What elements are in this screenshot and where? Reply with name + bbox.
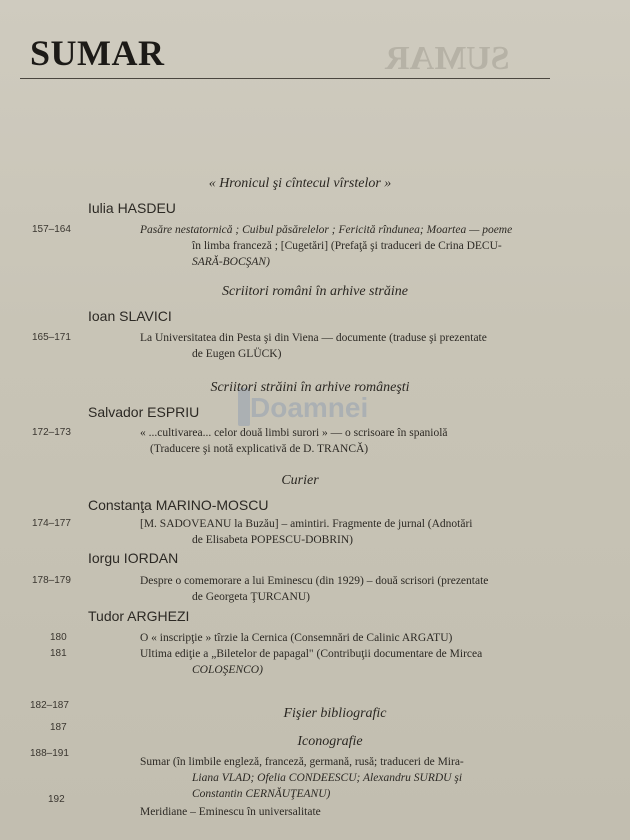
section-heading: Iconografie <box>297 734 363 749</box>
toc-entry: « ...cultivarea... celor două limbi surori » — o scrisoare în spaniolă (Traducere şi notă explicativă de D. TRANCĂ) <box>140 427 448 455</box>
toc-entry: Meridiane – Eminescu în universalitate <box>140 806 321 818</box>
section-heading: Fişier bibliografic <box>283 706 387 721</box>
author-slavici: Ioan SLAVICI <box>88 308 172 324</box>
toc-entry: O « inscripţie » tîrzie la Cernica (Consemnări de Calinic ARGATU) <box>140 632 453 644</box>
show-through-title: SUMAR <box>385 40 510 77</box>
author-espriu: Salvador ESPRIU <box>88 404 200 420</box>
page-range: 174–177 <box>32 518 71 529</box>
page-range: 165–171 <box>32 332 71 343</box>
page-range: 192 <box>48 794 65 805</box>
page-title: SUMAR <box>30 33 165 73</box>
section-heading: Scriitori români în arhive străine <box>222 284 408 299</box>
watermark: Doamnei <box>250 392 369 423</box>
page-range: 182–187 <box>30 700 69 711</box>
section-heading: Curier <box>281 473 319 488</box>
page-range: 188–191 <box>30 748 69 759</box>
page-range: 180 <box>50 632 67 643</box>
page-range: 157–164 <box>32 224 71 235</box>
section-heading: « Hronicul şi cîntecul vîrstelor » <box>208 176 392 191</box>
toc-entry: La Universitatea din Pesta şi din Viena — documente (traduse şi prezentate de Eugen GLÜCK) <box>140 332 487 360</box>
toc-entry: Despre o comemorare a lui Eminescu (din 1929) – două scrisori (prezentate de Georgeta ŢURCANU) <box>140 575 489 603</box>
author-hasdeu: Iulia HASDEU <box>88 200 176 216</box>
page-range: 181 <box>50 648 67 659</box>
author-marino: Constanţa MARINO-MOSCU <box>88 497 269 513</box>
title-rule <box>20 78 550 79</box>
author-arghezi: Tudor ARGHEZI <box>88 608 190 624</box>
section-heading: Scriitori străini în arhive româneşti <box>210 380 410 395</box>
author-iordan: Iorgu IORDAN <box>88 550 179 566</box>
page-range: 178–179 <box>32 575 71 586</box>
toc-entry: [M. SADOVEANU la Buzău] – amintiri. Fragmente de jurnal (Adnotări de Elisabeta POPESCU-DOBRIN) <box>140 518 473 546</box>
toc-entry: Sumar (în limbile engleză, franceză, germană, rusă; traduceri de Mira- Liana VLAD; Ofelia CONDEESCU; Alexandru SURDU şi Constantin CERNĂUŢEANU) <box>140 756 464 800</box>
page-range: 172–173 <box>32 427 71 438</box>
toc-entry: Pasăre nestatornică ; Cuibul păsărelelor ; Fericită rîndunea; Moartea — poeme în limba franceză ; [Cugetări] (Prefaţă şi traduceri de Crina DECU- SARĂ-BOCŞAN) <box>140 224 513 268</box>
toc-entry: Ultima ediţie a „Biletelor de papagal" (Contribuţii documentare de Mircea COLOŞENCO) <box>140 648 483 676</box>
page-range: 187 <box>50 722 67 733</box>
